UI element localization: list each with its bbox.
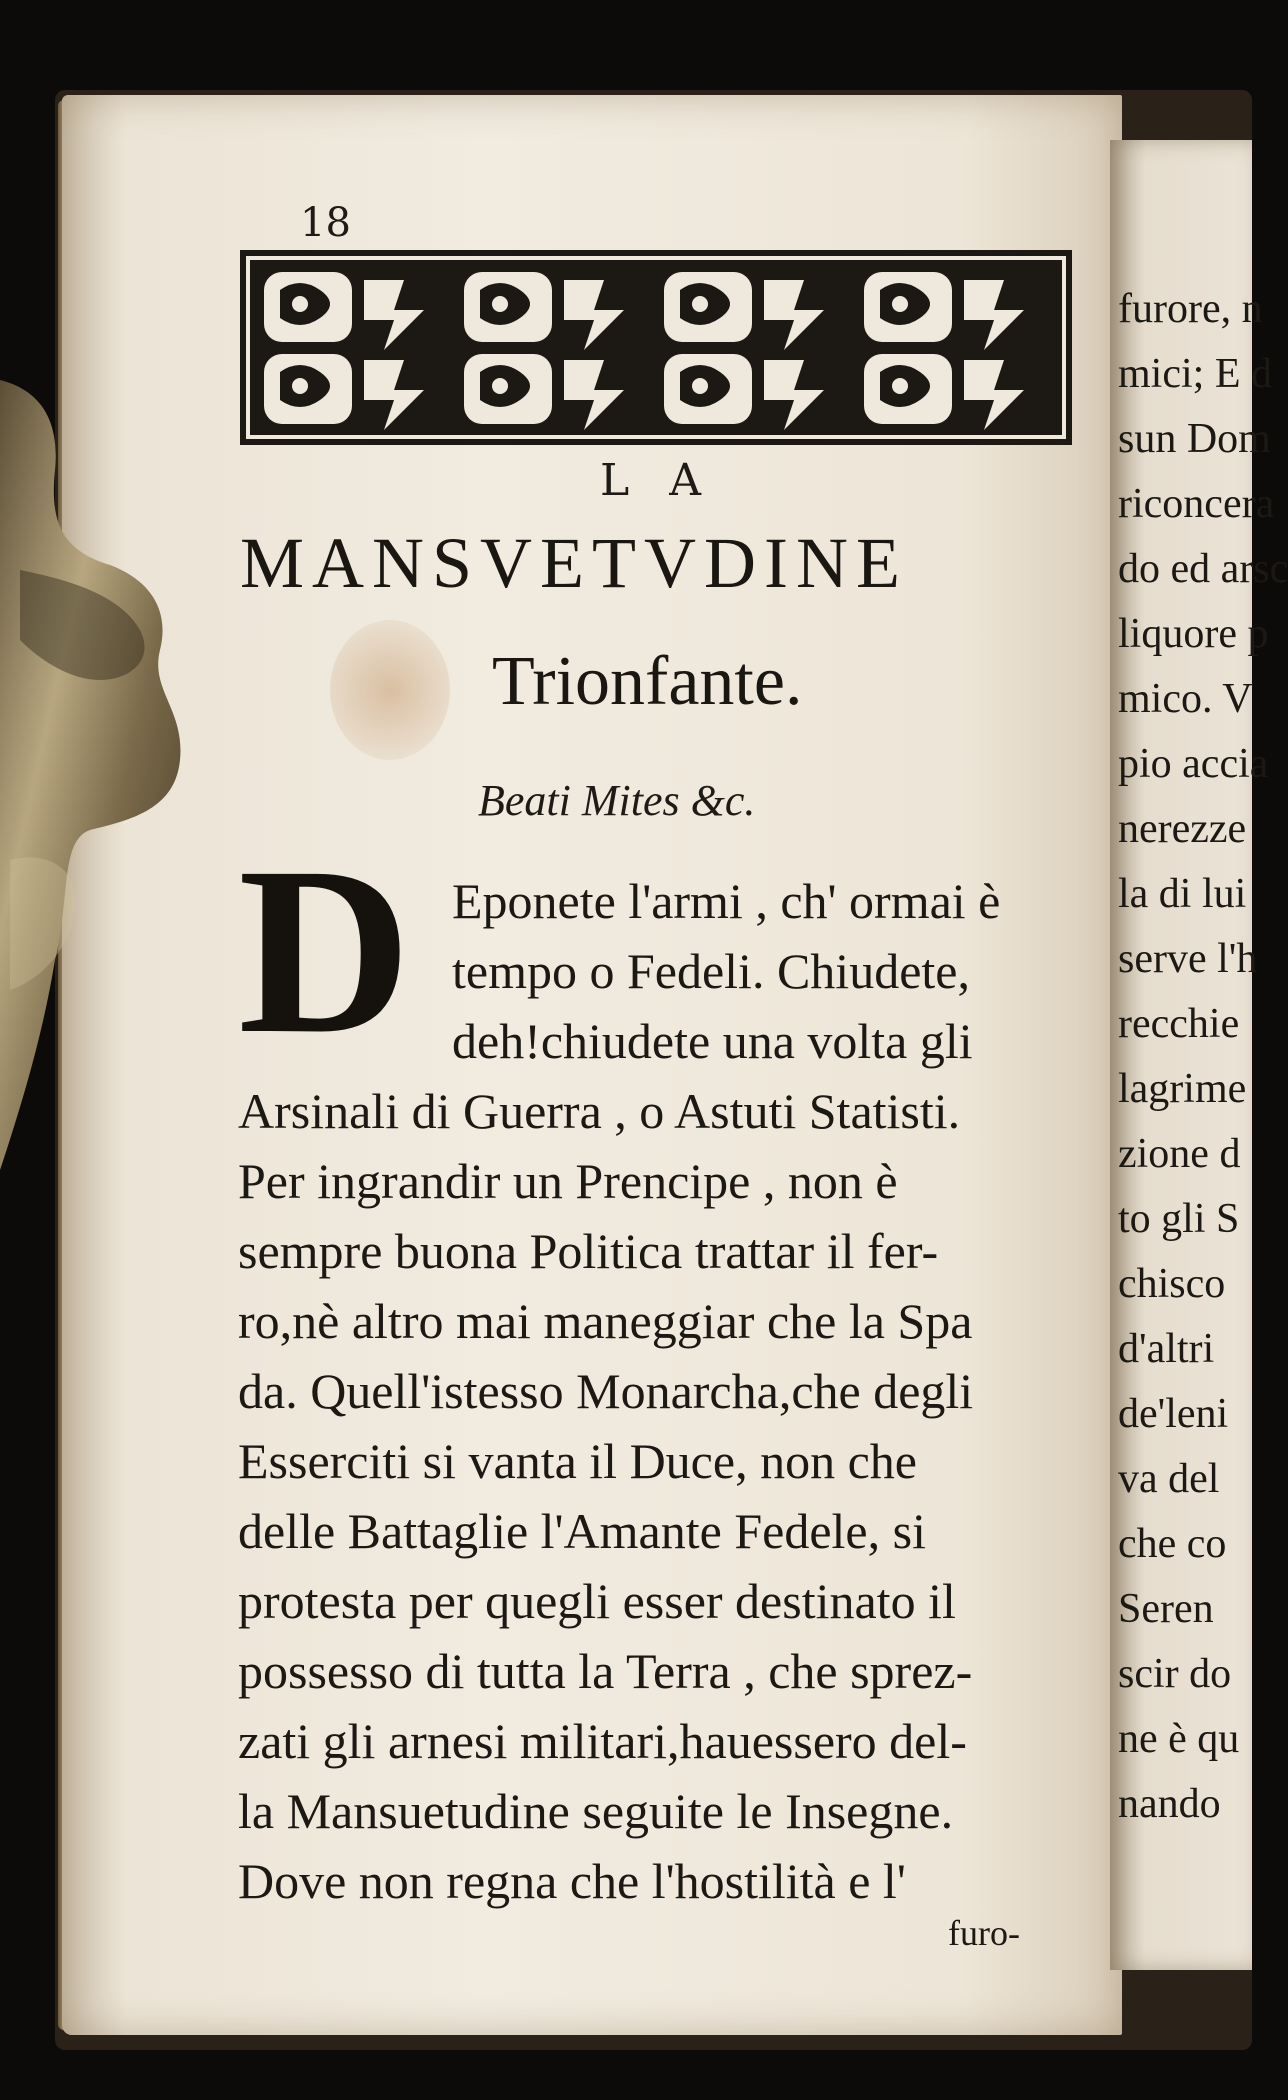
facing-line: che co: [1118, 1521, 1227, 1567]
catchword: furo-: [948, 1913, 1020, 1953]
facing-line: nerezze: [1118, 806, 1247, 852]
facing-line: do ed arsc: [1118, 546, 1288, 592]
body-line: possesso di tutta la Terra , che sprez-: [238, 1643, 973, 1699]
body-line: Dove non regna che l'hostilità e l': [238, 1853, 906, 1909]
facing-line: riconcera: [1118, 481, 1275, 527]
facing-line: de'leni: [1118, 1391, 1229, 1437]
body-line: la Mansuetudine seguite le Insegne.: [238, 1783, 954, 1839]
facing-line: sun Dom: [1118, 416, 1271, 462]
heading-title: MANSVETVDINE: [240, 523, 908, 603]
facing-line: furore, n: [1118, 286, 1263, 332]
facing-line: zione d: [1118, 1131, 1241, 1177]
facing-line: mici; E d: [1118, 351, 1272, 397]
body-line: Arsinali di Guerra , o Astuti Statisti.: [238, 1083, 961, 1139]
epigraph: Beati Mites &c.: [478, 776, 756, 825]
body-line: sempre buona Politica trattar il fer-: [238, 1223, 939, 1279]
body-line: zati gli arnesi militari,hauessero del-: [238, 1713, 967, 1769]
facing-line: scir do: [1118, 1651, 1232, 1697]
paper-stain: [330, 620, 450, 760]
facing-line: liquore p: [1118, 611, 1269, 657]
facing-line: chisco: [1118, 1261, 1226, 1307]
body-line: ro,nè altro mai maneggiar che la Spa: [238, 1293, 973, 1349]
body-line: delle Battaglie l'Amante Fedele, si: [238, 1503, 926, 1559]
facing-line: ne è qu: [1118, 1716, 1240, 1762]
facing-line: recchie: [1118, 1001, 1240, 1047]
body-line: Esserciti si vanta il Duce, non che: [238, 1433, 917, 1489]
facing-line: d'altri: [1118, 1326, 1215, 1372]
body-line: da. Quell'istesso Monarcha,che degli: [238, 1363, 974, 1419]
facing-line: nando: [1118, 1781, 1221, 1827]
facing-line: pio accia: [1118, 741, 1269, 787]
drop-cap: D: [238, 817, 412, 1083]
facing-line: serve l'h: [1118, 936, 1258, 982]
body-line: Per ingrandir un Prencipe , non è: [238, 1153, 898, 1209]
heading-subtitle: Trionfante.: [492, 643, 803, 720]
facing-line: Seren: [1118, 1586, 1214, 1632]
ornament-band-icon: [240, 250, 1072, 445]
facing-line: la di lui: [1118, 871, 1247, 917]
page-number: 18: [300, 200, 351, 246]
body-line: protesta per quegli esser destinato il: [238, 1573, 956, 1629]
body-line: tempo o Fedeli. Chiudete,: [452, 943, 970, 999]
body-line: Eponete l'armi , ch' ormai è: [452, 873, 1001, 929]
facing-page-text: [1118, 0, 1288, 2100]
body-line: deh!chiudete una volta gli: [452, 1013, 973, 1069]
brass-clamp-icon: [0, 380, 190, 1170]
facing-line: va del: [1118, 1456, 1220, 1502]
facing-line: mico. V: [1118, 676, 1253, 722]
heading-article: LA: [600, 455, 741, 506]
facing-line: to gli S: [1118, 1196, 1240, 1242]
facing-line: lagrime: [1118, 1066, 1247, 1112]
